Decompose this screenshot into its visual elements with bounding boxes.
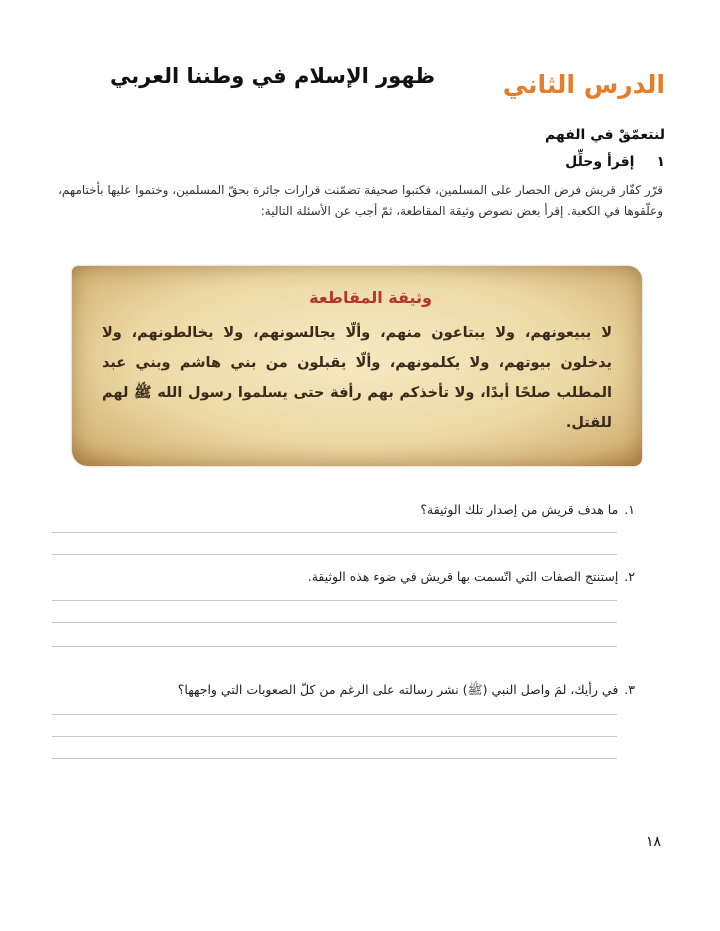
- question-number: ٣.: [624, 682, 635, 697]
- answer-line[interactable]: [52, 600, 617, 601]
- answer-line[interactable]: [52, 736, 617, 737]
- page-number: ١٨: [646, 834, 662, 850]
- question-1: [420, 502, 635, 517]
- activity-heading: [565, 154, 665, 170]
- question-text: ما هدف قريش من إصدار تلك الوثيقة؟: [420, 502, 619, 517]
- question-2: [308, 569, 635, 584]
- answer-line[interactable]: [52, 714, 617, 715]
- document-title: وثيقة المقاطعة: [309, 288, 432, 307]
- answer-line[interactable]: [52, 554, 617, 555]
- question-3: [178, 682, 635, 701]
- parchment-document: [72, 266, 642, 466]
- question-number: ١.: [624, 502, 635, 517]
- activity-number: ١: [656, 154, 665, 170]
- question-number: ٢.: [624, 569, 635, 584]
- lesson-label: الدرس الثاني: [502, 70, 665, 99]
- answer-line[interactable]: [52, 622, 617, 623]
- activity-label: إقرأ وحلِّل: [565, 154, 635, 170]
- document-body: لا يبيعونهم، ولا يبتاعون منهم، وألّا يجالسونهم، ولا يخالطونهم، ولا يدخلون بيوتهم، ولا يكلمونهم، وألّا يقبلون من بني هاشم وبني عبد المطلب صلحًا أبدًا، ولا تأخذكم بهم رأفة حتى يسلموا رسول الله ﷺ لهم للقتل.: [102, 325, 612, 431]
- question-text: إستنتج الصفات التي اتّسمت بها قريش في ضوء هذه الوثيقة.: [307, 569, 619, 584]
- section-heading: لنتعمّقْ في الفهم: [544, 127, 665, 143]
- question-text: في رأيك، لمَ واصل النبي (ﷺ) نشر رسالته على الرغم من كلّ الصعوبات التي واجهها؟: [177, 682, 619, 697]
- lesson-title: ظهور الإسلام في وطننا العربي: [110, 64, 435, 88]
- intro-paragraph: قرّر كفّار قريش فرض الحصار على المسلمين، فكتبوا صحيفة تضمّنت قرارات جائرة بحقّ المسلمين، وختموا عليها بأختامهم، وعلّقوها في الكعبة. إقرأ بعض نصوص وثيقة المقاطعة، ثمّ أجب عن الأسئلة التالية:: [58, 183, 663, 218]
- answer-line[interactable]: [52, 646, 617, 647]
- answer-line[interactable]: [52, 758, 617, 759]
- answer-line[interactable]: [52, 532, 617, 533]
